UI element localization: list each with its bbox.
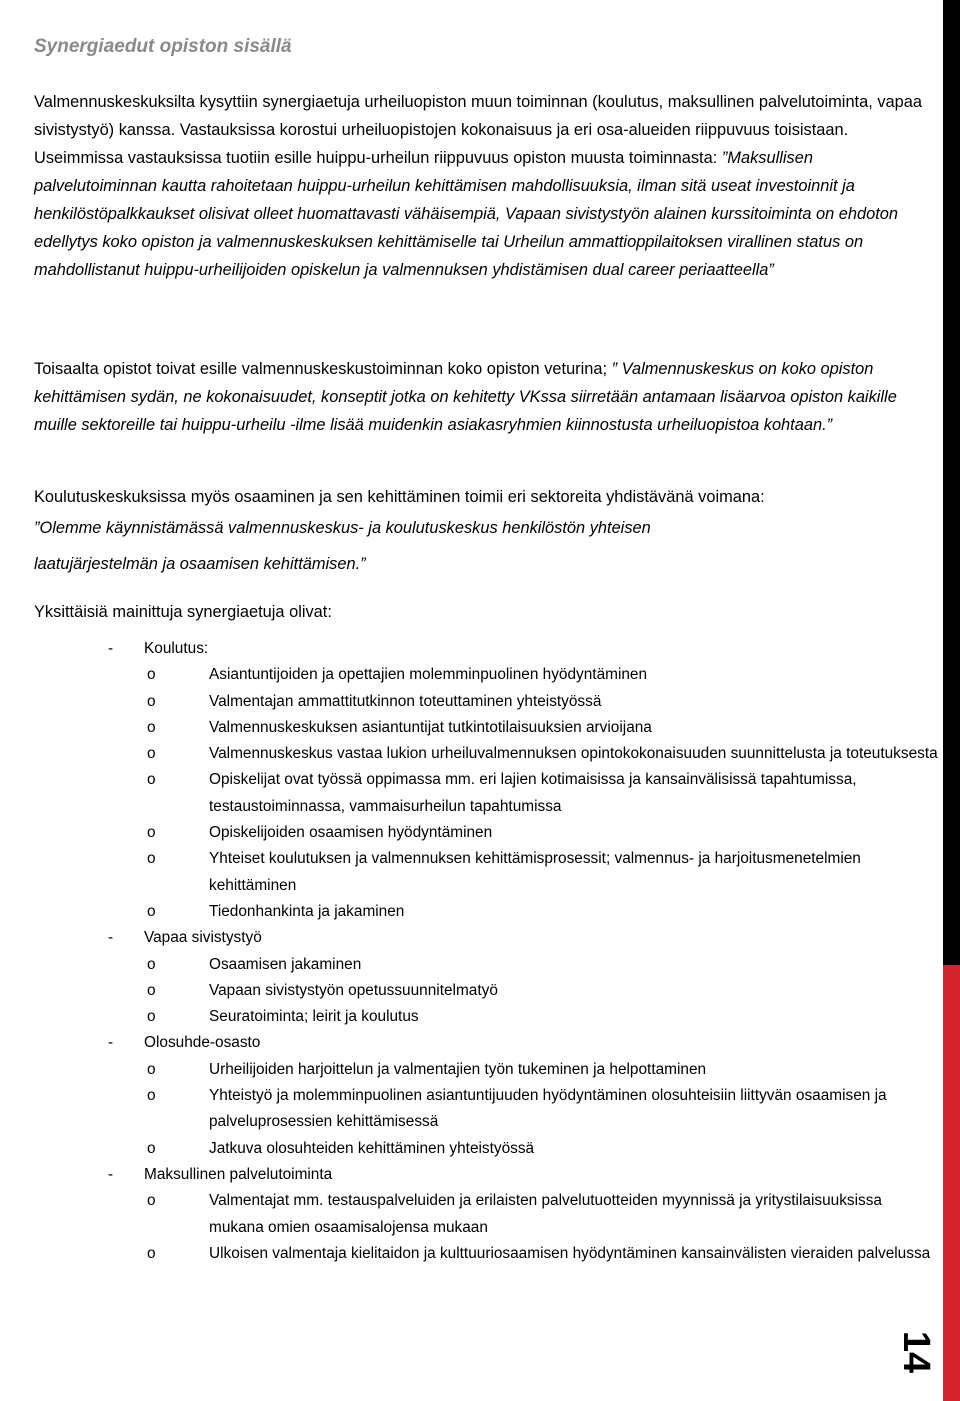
circle-bullet: o [147, 692, 156, 710]
category-sublist [147, 662, 938, 925]
list-item-text: Seuratoiminta; leirit ja koulutus [209, 1008, 419, 1026]
list-item-text: Valmentajat mm. testauspalveluiden ja erilaisten palvelutuotteiden myynnissä ja yritystilaisuuksissa mukana omien osaamisalojensa mukaan [209, 1192, 882, 1236]
list-item [144, 662, 938, 688]
section-heading: Synergiaedut opiston sisällä [34, 36, 292, 57]
paragraph-synergies [34, 88, 929, 284]
list-item-text: Asiantuntijoiden ja opettajien molemminpuolinen hyödyntäminen [209, 666, 648, 684]
category-item [108, 636, 938, 925]
circle-bullet: o [147, 771, 156, 789]
dash-bullet: - [108, 640, 114, 657]
list-item [144, 767, 938, 820]
paragraph-synergies-text: Valmennuskeskuksilta kysyttiin synergiaetuja urheiluopiston muun toiminnan (koulutus, maksullinen palvelutoiminta, vapaa sivistystyö) kanssa. Vastauksissa korostui urheiluopistojen kokonaisuus ja eri osa-alueiden riippuvuus toisistaan. Useimmissa vastauksissa tuotiin esille huippu-urheilun riippuvuus opiston muusta toiminnasta: [34, 93, 922, 167]
list-item [144, 1136, 938, 1162]
list-item-text: Ulkoisen valmentaja kielitaidon ja kulttuuriosaamisen hyödyntäminen kansainvälisten vieraiden palvelussa [209, 1244, 931, 1262]
list-item-text: Yhteiset koulutuksen ja valmennuksen kehittämisprosessit; valmennus- ja harjoitusmenetelmien kehittäminen [209, 850, 861, 894]
list-item [144, 689, 938, 715]
circle-bullet: o [147, 824, 156, 842]
list-item [144, 1057, 938, 1083]
category-item [108, 925, 908, 1030]
circle-bullet: o [147, 850, 156, 868]
circle-bullet: o [147, 1008, 156, 1026]
paragraph-synergies-quote: ”Maksullisen palvelutoiminnan kautta rahoitetaan huippu-urheilun kehittämisen mahdollisuuksia, ilman sitä useat investoinnit ja henkilöstöpalkkaukset olisivat olleet huomattavasti vähäisempiä, Vapaan sivistystyön alainen kurssitoiminta on ehdoton edellytys koko opiston ja valmennuskeskuksen kehittämiselle tai Urheilun ammattioppilaitoksen virallinen status on mahdollistanut huippu-urheilijoiden opiskelun ja valmennuksen yhdistämisen dual career periaatteella” [34, 149, 899, 279]
circle-bullet: o [147, 666, 156, 684]
quote-line-2: laatujärjestelmän ja osaamisen kehittämisen.” [34, 555, 366, 573]
circle-bullet: o [147, 718, 156, 736]
category-sublist [147, 1188, 938, 1267]
list-item [144, 846, 938, 899]
list-item-text: Valmennuskeskus vastaa lukion urheiluvalmennuksen opintokokonaisuuden suunnittelusta ja toteutuksesta [209, 745, 938, 763]
circle-bullet: o [147, 981, 156, 999]
paragraph-list-intro: Yksittäisiä mainittuja synergiaetuja olivat: [34, 603, 332, 621]
list-item [144, 1241, 938, 1267]
list-item-text: Tiedonhankinta ja jakaminen [209, 902, 405, 920]
paragraph-locomotive-text: Toisaalta opistot toivat esille valmennuskeskustoiminnan koko opiston veturina; [34, 360, 612, 378]
category-label: Maksullinen palvelutoiminta [144, 1165, 333, 1183]
category-item [108, 1162, 931, 1267]
list-item-text: Opiskelijat ovat työssä oppimassa mm. eri lajien kotimaisissa ja kansainvälisissä tapahtumissa, testaustoiminnassa, vammaisurheilun tapahtumissa [209, 771, 857, 815]
quote-line-1: ”Olemme käynnistämässä valmennuskeskus- ja koulutuskeskus henkilöstön yhteisen [34, 519, 651, 537]
category-item [108, 1030, 908, 1161]
list-item-text: Vapaan sivistystyön opetussuunnitelmatyö [209, 981, 498, 999]
category-sublist [147, 952, 938, 1031]
list-item-text: Urheilijoiden harjoittelun ja valmentajien työn tukeminen ja helpottaminen [209, 1060, 707, 1078]
circle-bullet: o [147, 1060, 156, 1078]
dash-bullet: - [108, 929, 114, 947]
sidebar-bar-black [943, 0, 960, 965]
circle-bullet: o [147, 955, 156, 973]
dash-bullet: - [108, 1165, 114, 1183]
list-item-text: Valmentajan ammattitutkinnon toteuttaminen yhteistyössä [209, 692, 602, 710]
list-item-text: Jatkuva olosuhteiden kehittäminen yhteistyössä [209, 1139, 535, 1157]
page-number: 14 [895, 1330, 937, 1374]
list-item [144, 715, 938, 741]
list-item [144, 1083, 938, 1136]
circle-bullet: o [147, 1087, 156, 1105]
dash-bullet: - [108, 1034, 114, 1052]
circle-bullet: o [147, 1244, 156, 1262]
paragraph-locomotive-quote: ” Valmennuskeskus on koko opiston kehittämisen sydän, ne kokonaisuudet, konseptit jotka on kehitetty VKssa siirretään antamaan lisäarvoa opiston kaikille muille sektoreille tai huippu-urheilu -ilme lisää muidenkin asiakasryhmien kiinnostusta urheiluopistoa kohtaan.” [34, 360, 897, 434]
category-sublist [147, 1057, 938, 1162]
list-item-text: Opiskelijoiden osaamisen hyödyntäminen [209, 824, 493, 842]
circle-bullet: o [147, 745, 156, 763]
list-item [144, 978, 938, 1004]
category-label: Koulutus: [144, 640, 209, 657]
list-item-text: Osaamisen jakaminen [209, 955, 362, 973]
list-item [144, 899, 938, 925]
list-item [144, 952, 938, 978]
synergy-list [108, 636, 938, 1267]
list-item [144, 1004, 938, 1030]
sidebar-bar-red [943, 965, 960, 1401]
circle-bullet: o [147, 1139, 156, 1157]
list-item [144, 1188, 938, 1241]
circle-bullet: o [147, 1192, 156, 1210]
paragraph-training-centres: Koulutuskeskuksissa myös osaaminen ja sen kehittäminen toimii eri sektoreita yhdistävänä voimana: [34, 488, 765, 506]
circle-bullet: o [147, 902, 156, 920]
list-item [144, 820, 938, 846]
paragraph-locomotive [34, 355, 929, 439]
list-item [144, 741, 938, 767]
category-label: Vapaa sivistystyö [144, 929, 262, 947]
list-item-text: Yhteistyö ja molemminpuolinen asiantuntijuuden hyödyntäminen olosuhteisiin liittyvän osaamisen ja palveluprosessien kehittämisessä [209, 1087, 887, 1131]
list-item-text: Valmennuskeskuksen asiantuntijat tutkintotilaisuuksien arvioijana [209, 718, 652, 736]
category-label: Olosuhde-osasto [144, 1034, 261, 1052]
